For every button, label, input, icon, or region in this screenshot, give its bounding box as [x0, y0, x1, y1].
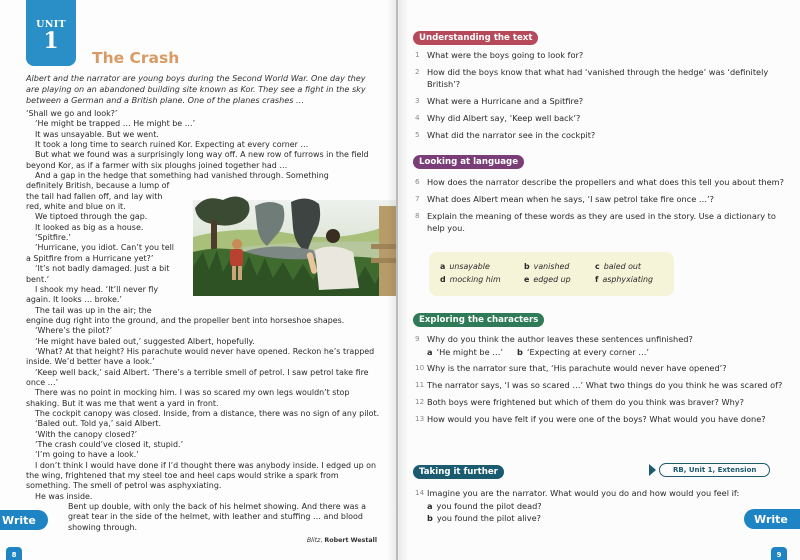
vocabulary-term: edged up — [533, 275, 571, 284]
story-paragraph: He was inside. — [35, 491, 93, 501]
question-item — [415, 129, 785, 142]
story-paragraph: ‘He might be trapped … He might be …’ — [35, 119, 196, 129]
story-paragraph: ‘Baled out. Told ya,’ said Albert. — [35, 419, 162, 429]
story-paragraph: ‘It’s not badly damaged. Just a bit bent.’ — [26, 264, 170, 284]
vocabulary-term: asphyxiating — [602, 275, 654, 284]
questions-understanding — [415, 49, 785, 146]
vocabulary-letter: f — [595, 275, 599, 284]
section-exploring-the-characters: Exploring the characters — [413, 313, 544, 327]
left-page — [0, 0, 397, 560]
question-item — [415, 193, 785, 206]
story-paragraph: ‘What? At that height? His parachute would never have opened. Reckon he’s trapped inside. We’d better have a look.’ — [26, 346, 375, 367]
story-paragraph: ‘Shall we go and look?’ — [26, 109, 118, 118]
question-item — [415, 379, 785, 392]
vocabulary-term: unsayable — [449, 262, 490, 271]
question-item — [415, 210, 785, 235]
question-number: 13 — [415, 413, 425, 423]
story-paragraph: ‘I’m going to have a look.’ — [35, 450, 139, 460]
question-text-block — [427, 66, 785, 91]
story-paragraph: We tiptoed through the gap. — [35, 212, 148, 222]
story-title: The Crash — [92, 49, 180, 67]
question-number: 14 — [415, 488, 425, 497]
question-text: The narrator says, ‘I was so scared …’ What two things do you think he was scared of? — [427, 380, 783, 391]
section-looking-at-language: Looking at language — [413, 155, 524, 169]
question-text: How does the narrator describe the propellers and what does this tell you about them? — [427, 177, 784, 187]
question-text: What were a Hurricane and a Spitfire? — [427, 96, 584, 107]
sub-letter: b — [427, 513, 433, 524]
story-text — [26, 109, 381, 533]
resource-book-reference[interactable] — [649, 463, 770, 477]
sub-text: you found the pilot alive? — [436, 513, 541, 524]
question-text: How would you have felt if you were one of the boys? What would you have done? — [427, 413, 766, 424]
question-text-block — [427, 112, 785, 125]
sub-prompt — [517, 346, 649, 359]
crash-illustration — [183, 192, 397, 296]
story-paragraph: definitely British, because a lump of the tail had fallen off, and lay with red, white and blue on it. — [26, 181, 170, 212]
vocabulary-letter: a — [440, 262, 446, 271]
question-number: 12 — [415, 396, 425, 406]
question-number: 6 — [415, 177, 420, 186]
sub-text: you found the pilot dead? — [436, 500, 542, 511]
story-final-paragraph: Bent up double, with only the back of his helmet showing. And there was a great tear in the side of the helmet, with leather and stuffing … and blood showing through. — [68, 502, 366, 532]
gutter-shadow — [397, 0, 409, 560]
story-paragraph: ‘Where’s the pilot?’ — [35, 326, 113, 336]
question-item — [415, 396, 785, 409]
vocabulary-word — [595, 273, 653, 286]
question-number: 4 — [415, 112, 420, 122]
right-page — [397, 0, 800, 560]
story-paragraph: But what we found was a surprisingly long way off. A new row of furrows in the field beyond Kor, as if a farmer with six ploughs joined together had … — [26, 150, 369, 170]
sub-prompt — [427, 500, 785, 513]
story-paragraph: engine dug right into the ground, and the propeller bent into horseshoe shapes. — [26, 315, 345, 325]
author-name: Robert Westall — [324, 537, 377, 544]
vocabulary-word — [524, 273, 595, 286]
question-text-block — [427, 379, 785, 392]
section-taking-it-further: Taking it further — [413, 465, 504, 479]
question-text-block — [427, 396, 785, 409]
question-number: 9 — [415, 334, 420, 343]
question-text: Both boys were frightened but which of them do you think was braver? Why? — [427, 396, 744, 407]
unit-number: 1 — [43, 28, 59, 54]
story-paragraph: ‘Keep well back,’ said Albert. ‘There’s a terrible smell of petrol. I saw petrol take fire once …’ — [26, 367, 369, 387]
story-paragraph: It looked as big as a house. — [35, 222, 144, 232]
question-number: 5 — [415, 129, 420, 139]
question-text-block — [427, 176, 785, 189]
questions-characters — [415, 333, 785, 430]
section-understanding-the-text: Understanding the text — [413, 31, 538, 45]
question-number: 1 — [415, 50, 420, 59]
story-paragraph: ‘Hurricane, you idiot. Can’t you tell a Spitfire from a Hurricane yet?’ — [26, 243, 174, 263]
vocabulary-word — [440, 273, 524, 286]
vocabulary-term: vanished — [533, 262, 570, 271]
story-paragraph: It took a long time to search ruined Kor. Expecting at every corner … — [35, 140, 309, 150]
vocabulary-letter: c — [595, 262, 600, 271]
story-credit: Blitz, Robert Westall — [306, 537, 377, 544]
story-paragraph: I shook my head. ‘It’ll never fly again. It looks … broke.’ — [26, 284, 159, 305]
question-text-block — [427, 49, 785, 62]
question-number: 7 — [415, 193, 420, 203]
page-number-left: 8 — [6, 547, 22, 560]
page-number-right: 9 — [771, 547, 787, 560]
story-paragraph: There was no point in mocking him. I was so scared my own legs wouldn’t stop shaking. But it was me that went a yard in front. — [26, 388, 350, 408]
question-text: What does Albert mean when he says, ‘I saw petrol take fire once …’? — [427, 193, 714, 204]
sub-letter: b — [517, 346, 523, 357]
question-item — [415, 413, 785, 426]
story-paragraph: I don’t think I would have done if I’d thought there was anybody inside. I edged up on the wing, frightened that my steel toe and heel caps would strike a spark from something. The smell of petrol was asphyxiating. — [26, 460, 377, 491]
vocabulary-box — [429, 252, 674, 296]
questions-further — [415, 487, 785, 529]
question-text-block — [427, 129, 785, 142]
vocabulary-word — [440, 260, 524, 273]
sub-prompt — [427, 346, 503, 359]
story-paragraph: The cockpit canopy was closed. Inside, from a distance, there was no sign of any pilot. — [35, 408, 380, 418]
story-intro: Albert and the narrator are young boys during the Second World War. One day they are playing on an abandoned building site known as Kor. They see a fight in the sky between a German and a British plane. One of the planes crashes … — [26, 73, 366, 105]
vocabulary-row — [440, 260, 674, 273]
vocabulary-letter: e — [524, 275, 530, 284]
sub-prompt — [427, 512, 785, 525]
question-text: Why did Albert say, ‘Keep well back’? — [427, 112, 581, 123]
question-item — [415, 487, 785, 525]
question-number: 10 — [415, 363, 425, 373]
resource-reference-label: RB, Unit 1, Extension — [659, 463, 770, 477]
question-number: 8 — [415, 210, 420, 220]
question-text-block — [427, 487, 785, 525]
question-item — [415, 112, 785, 125]
question-item — [415, 333, 785, 358]
write-tab-left[interactable]: Write — [0, 510, 48, 530]
question-text-block — [427, 413, 785, 426]
arrow-right-icon — [649, 464, 656, 476]
sub-text: ‘Expecting at every corner …’ — [526, 346, 650, 357]
vocabulary-term: baled out — [603, 262, 642, 271]
vocabulary-word — [595, 260, 641, 273]
question-text: Explain the meaning of these words as they are used in the story. Use a dictionary to help you. — [427, 210, 776, 234]
question-number: 2 — [415, 66, 420, 76]
story-paragraph: ‘He might have baled out,’ suggested Albert, hopefully. — [35, 336, 255, 346]
write-tab-right[interactable]: Write — [744, 509, 800, 529]
unit-label: UNIT — [36, 19, 66, 30]
vocabulary-letter: d — [440, 275, 446, 284]
unit-badge — [26, 0, 76, 66]
question-text-block — [427, 95, 785, 108]
story-paragraph: ‘With the canopy closed?’ — [35, 429, 138, 439]
question-item — [415, 176, 785, 189]
page-gutter — [396, 0, 398, 560]
story-paragraph: And a gap in the hedge that something had vanished through. Something — [35, 171, 329, 181]
sub-prompts — [427, 346, 785, 359]
vocabulary-word — [524, 260, 595, 273]
book-title: Blitz — [306, 537, 321, 544]
question-text: What were the boys going to look for? — [427, 50, 584, 60]
question-text-block — [427, 333, 785, 358]
story-paragraph: ‘The crash could’ve closed it, stupid.’ — [35, 440, 184, 449]
question-item — [415, 49, 785, 62]
question-text-block — [427, 210, 785, 235]
question-text: How did the boys know that what had ‘vanished through the hedge’ was ‘definitely British’? — [427, 66, 769, 90]
sub-letter: a — [427, 346, 433, 357]
story-paragraph: It was unsayable. But we went. — [35, 129, 159, 139]
question-number: 3 — [415, 96, 420, 106]
question-item — [415, 362, 785, 375]
sub-text: ‘He might be …’ — [436, 346, 504, 357]
questions-language — [415, 176, 785, 239]
vocabulary-letter: b — [524, 262, 530, 271]
question-item — [415, 66, 785, 91]
question-number: 11 — [415, 380, 425, 390]
story-paragraph: The tail was up in the air; the — [35, 305, 152, 315]
question-text-block — [427, 362, 785, 375]
sub-letter: a — [427, 500, 433, 511]
story-paragraph: ‘Spitfire.’ — [35, 233, 71, 243]
vocabulary-term: mocking him — [449, 275, 501, 284]
question-text-block — [427, 193, 785, 206]
question-text: Why is the narrator sure that, ‘His parachute would never have opened’? — [427, 363, 727, 374]
question-item — [415, 95, 785, 108]
question-text: Why do you think the author leaves these sentences unfinished? — [427, 334, 693, 344]
vocabulary-row — [440, 273, 674, 286]
question-text: Imagine you are the narrator. What would you do and how would you feel if: — [427, 488, 740, 498]
question-text: What did the narrator see in the cockpit? — [427, 129, 596, 140]
